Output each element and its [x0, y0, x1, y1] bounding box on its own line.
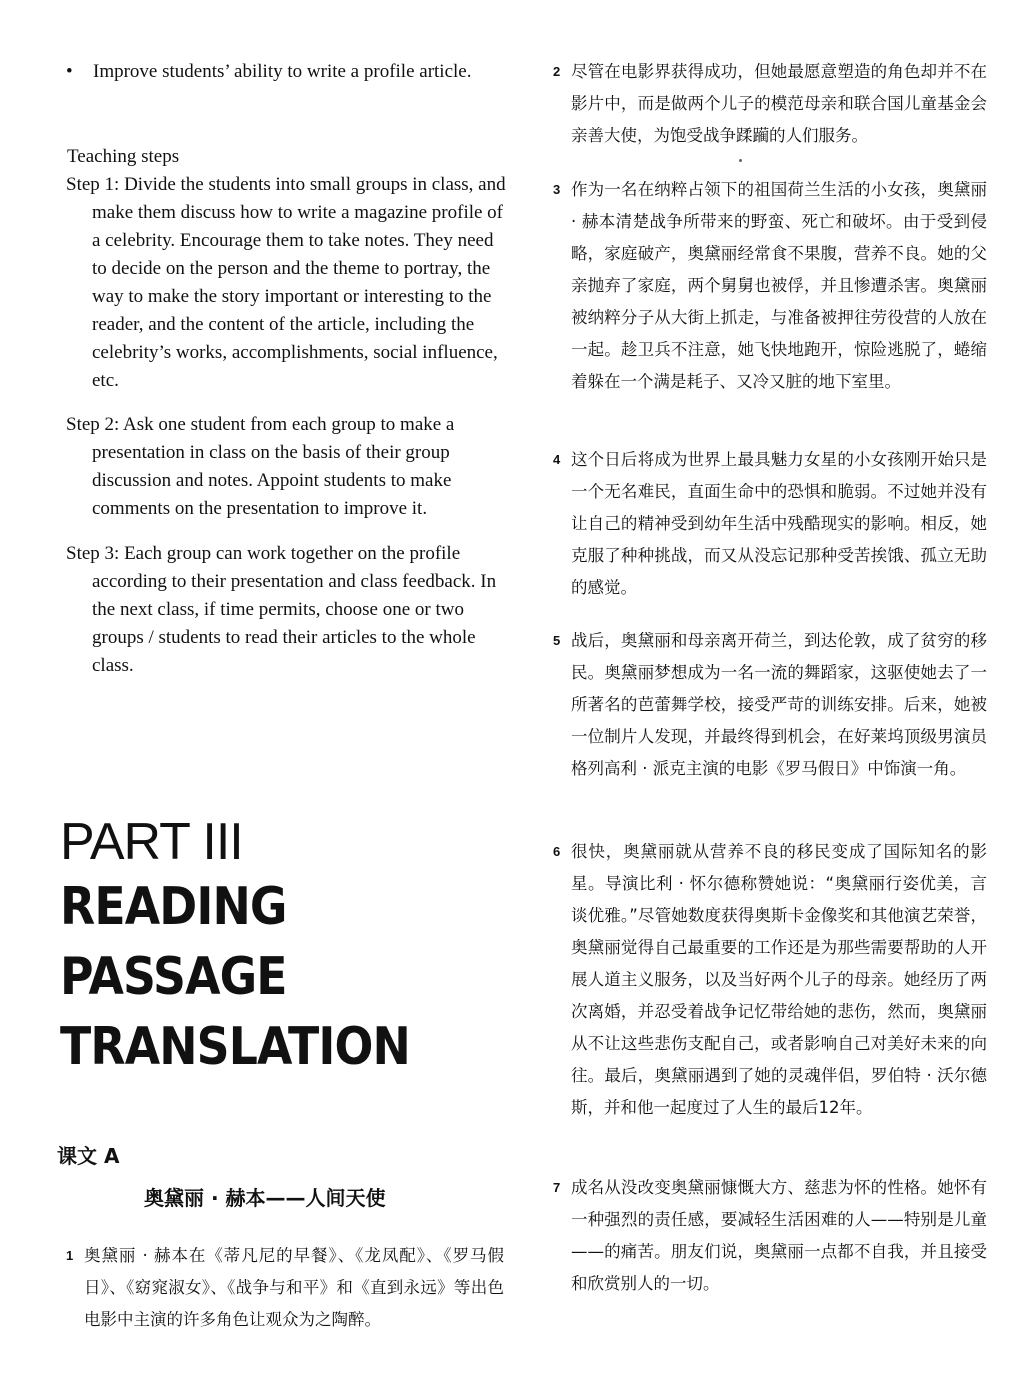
teaching-step — [66, 411, 511, 523]
lesson-label: 课文 A — [57, 1144, 120, 1168]
step-text: Divide the students into small groups in class, and make them discuss how to write a magazine profile of a celebrity. Encourage them to take notes. They need to decide on the person and the theme to portray, the way to make the story important or interesting to the reader, and the content of the article, including the celebrity’s works, accomplishments, social influence, etc. — [92, 174, 506, 391]
translation-paragraph — [553, 625, 987, 785]
part-title-line: PASSAGE — [60, 947, 287, 1007]
teaching-step — [66, 540, 511, 680]
paragraph-number: 4 — [553, 452, 561, 467]
paragraph-text: 战后，奥黛丽和母亲离开荷兰，到达伦敦，成了贫穷的移民。奥黛丽梦想成为一名一流的舞蹈家，这驱使她去了一所著名的芭蕾舞学校，接受严苛的训练安排。后来，她被一位制片人发现，并最终得到机会，在好莱坞顶级男演员格列高利 · 派克主演的电影《罗马假日》中饰演一角。 — [571, 631, 987, 778]
paragraph-number: 1 — [66, 1248, 74, 1263]
step-text: Ask one student from each group to make a presentation in class on the basis of their group discussion and notes. Appoint students to make comments on the presentation to improve it. — [92, 414, 455, 519]
step-label: Step 3: — [66, 543, 120, 564]
paragraph-number: 6 — [553, 844, 561, 859]
teaching-steps-heading: Teaching steps — [67, 146, 180, 167]
paragraph-text: 奥黛丽 · 赫本在《蒂凡尼的早餐》、《龙凤配》、《罗马假日》、《窈窕淑女》、《战争与和平》和《直到永远》等出色电影中主演的许多角色让观众为之陶醉。 — [84, 1246, 504, 1329]
paragraph-text: 这个日后将成为世界上最具魅力女星的小女孩刚开始只是一个无名难民，直面生命中的恐惧和脆弱。不过她并没有让自己的精神受到幼年生活中残酷现实的影响。相反，她克服了种种挑战，而又从没忘记那种受苦挨饿、孤立无助的感觉。 — [571, 450, 987, 597]
translation-paragraph — [553, 444, 987, 604]
paragraph-number: 7 — [553, 1180, 561, 1195]
step-label: Step 1: — [66, 174, 120, 195]
teaching-step — [66, 171, 511, 395]
paragraph-text: 成名从没改变奥黛丽慷慨大方、慈悲为怀的性格。她怀有一种强烈的责任感，要减轻生活困难的人——特别是儿童——的痛苦。朋友们说，奥黛丽一点都不自我，并且接受和欣赏别人的一切。 — [571, 1178, 987, 1293]
translation-paragraph — [553, 836, 987, 1124]
lesson-title: 奥黛丽 · 赫本——人间天使 — [144, 1186, 386, 1210]
step-label: Step 2: — [66, 414, 120, 435]
part-number: PART III — [60, 813, 243, 871]
paragraph-number: 2 — [553, 64, 561, 79]
paragraph-text: 尽管在电影界获得成功，但她最愿意塑造的角色却并不在影片中，而是做两个儿子的模范母亲和联合国儿童基金会亲善大使，为饱受战争蹂躏的人们服务。 — [571, 62, 987, 145]
paragraph-number: 3 — [553, 182, 561, 197]
translation-paragraph — [553, 56, 987, 152]
objective-list — [66, 58, 506, 86]
part-title-line: TRANSLATION — [60, 1017, 410, 1077]
step-text: Each group can work together on the profile according to their presentation and class feedback. In the next class, if time permits, choose one or two groups / students to read their articles to the whole class. — [92, 543, 497, 676]
translation-paragraph — [66, 1240, 504, 1336]
scan-speck — [739, 159, 742, 162]
paragraph-text: 很快，奥黛丽就从营养不良的移民变成了国际知名的影星。导演比利 · 怀尔德称赞她说：“奥黛丽行姿优美，言谈优雅。”尽管她数度获得奥斯卡金像奖和其他演艺荣誉，奥黛丽觉得自己最重要的工作还是为那些需要帮助的人开展人道主义服务，以及当好两个儿子的母亲。她经历了两次离婚，并忍受着战争记忆带给她的悲伤，然而，奥黛丽从不让这些悲伤支配自己，或者影响自己对美好未来的向往。最后，奥黛丽遇到了她的灵魂伴侣，罗伯特 · 沃尔德斯，并和他一起度过了人生的最后12年。 — [571, 842, 987, 1117]
paragraph-text: 作为一名在纳粹占领下的祖国荷兰生活的小女孩，奥黛丽 · 赫本清楚战争所带来的野蛮、死亡和破坏。由于受到侵略，家庭破产，奥黛丽经常食不果腹，营养不良。她的父亲抛弃了家庭，两个舅舅也被俘，并且惨遭杀害。奥黛丽被纳粹分子从大街上抓走，与准备被押往劳役营的人放在一起。趁卫兵不注意，她飞快地跑开，惊险逃脱了，蜷缩着躲在一个满是耗子、又冷又脏的地下室里。 — [571, 180, 987, 391]
objective-text: Improve students’ ability to write a profile article. — [93, 61, 472, 82]
translation-paragraph — [553, 1172, 987, 1300]
part-title-line: READING — [60, 877, 287, 937]
translation-paragraph — [553, 174, 987, 398]
objective-item — [66, 58, 506, 86]
part-heading — [60, 812, 458, 1082]
paragraph-number: 5 — [553, 633, 561, 648]
bullet-icon: • — [66, 61, 73, 82]
